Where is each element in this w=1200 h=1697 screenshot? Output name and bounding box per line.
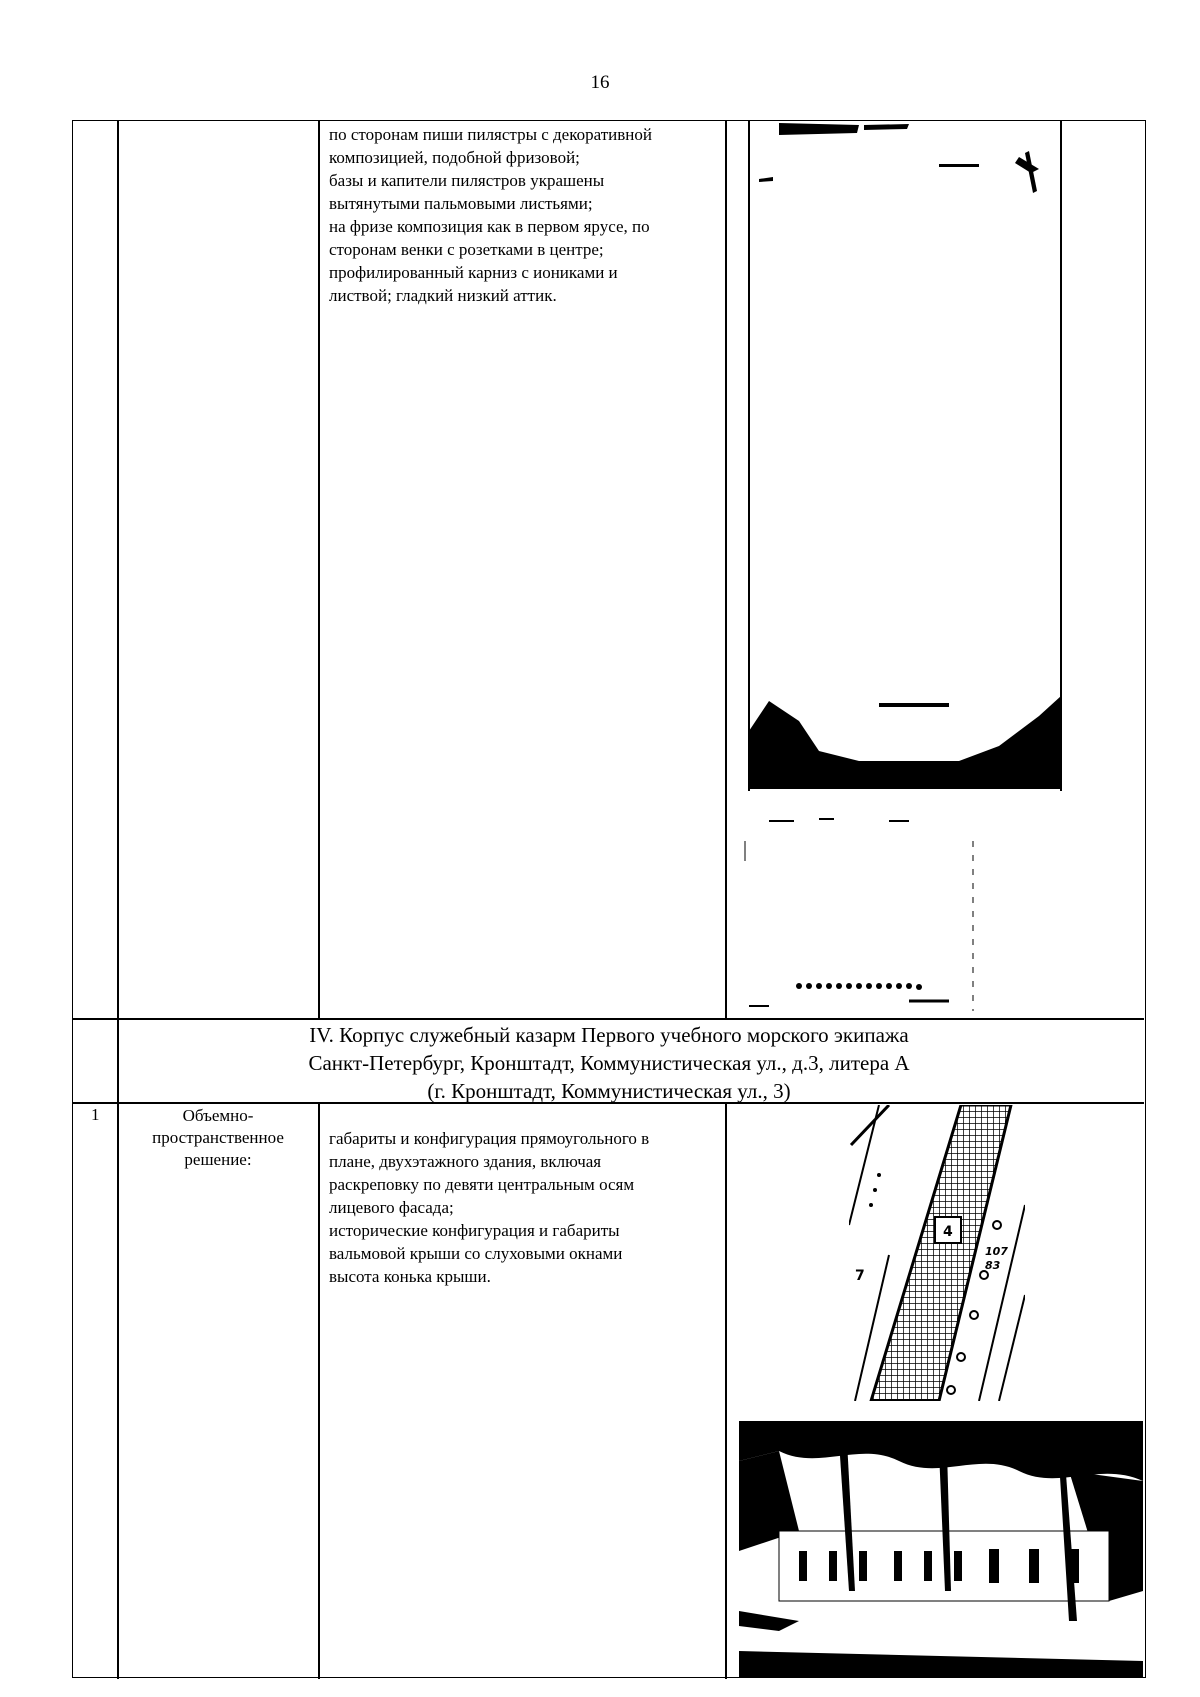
desc-line: плане, двухэтажного здания, включая	[329, 1152, 602, 1171]
desc-line: по сторонам пиши пилястры с декоративной	[329, 125, 652, 144]
desc-line: вытянутыми пальмовыми листьями;	[329, 194, 593, 213]
desc-line: композицией, подобной фризовой;	[329, 148, 580, 167]
section-title	[73, 1021, 1145, 1105]
section-title-line: (г. Кронштадт, Коммунистическая ул., 3)	[427, 1079, 791, 1103]
col-divider-2	[318, 121, 320, 1019]
site-plan-map-icon	[849, 1105, 1025, 1401]
desc-line: габариты и конфигурация прямоугольного в	[329, 1129, 650, 1148]
page-number: 16	[590, 72, 610, 93]
top-row-description	[329, 123, 719, 307]
desc-line: высота конька крыши.	[329, 1267, 491, 1286]
feature-line: решение:	[184, 1150, 252, 1169]
feature-line: пространственное	[152, 1128, 284, 1147]
facade-photo-icon	[739, 121, 1069, 791]
row-1-description	[329, 1127, 719, 1288]
desc-line: профилированный карниз с иониками и	[329, 263, 618, 282]
desc-line: исторические конфигурация и габариты	[329, 1221, 620, 1240]
building-photo-icon	[739, 1421, 1143, 1677]
col-divider-1	[117, 121, 119, 1679]
feature-line: Объемно-	[182, 1106, 254, 1125]
section-title-line: IV. Корпус служебный казарм Первого учебного морского экипажа	[309, 1023, 909, 1047]
desc-line: листвой; гладкий низкий аттик.	[329, 286, 557, 305]
desc-line: на фризе композиция как в первом ярусе, по	[329, 217, 650, 236]
row-number: 1	[91, 1105, 100, 1124]
col-divider-2-lower	[318, 1103, 320, 1679]
desc-line: лицевого фасада;	[329, 1198, 454, 1217]
protection-subject-table	[72, 120, 1146, 1678]
window-detail-photo-icon	[739, 811, 999, 1017]
map-label: 7	[855, 1268, 865, 1284]
desc-line: вальмовой крыши со слуховыми окнами	[329, 1244, 623, 1263]
feature-name	[119, 1105, 317, 1171]
map-label: 107	[985, 1245, 1008, 1258]
col-divider-3-lower	[725, 1103, 727, 1679]
col-divider-3	[725, 121, 727, 1019]
desc-line: базы и капители пилястров украшены	[329, 171, 605, 190]
map-label: 83	[985, 1259, 1001, 1272]
desc-line: сторонам венки с розетками в центре;	[329, 240, 604, 259]
desc-line: раскреповку по девяти центральным осям	[329, 1175, 635, 1194]
section-top-border	[73, 1018, 1144, 1020]
section-title-line: Санкт-Петербург, Кронштадт, Коммунистическая ул., д.3, литера А	[308, 1051, 910, 1075]
map-label: 4	[943, 1224, 953, 1240]
